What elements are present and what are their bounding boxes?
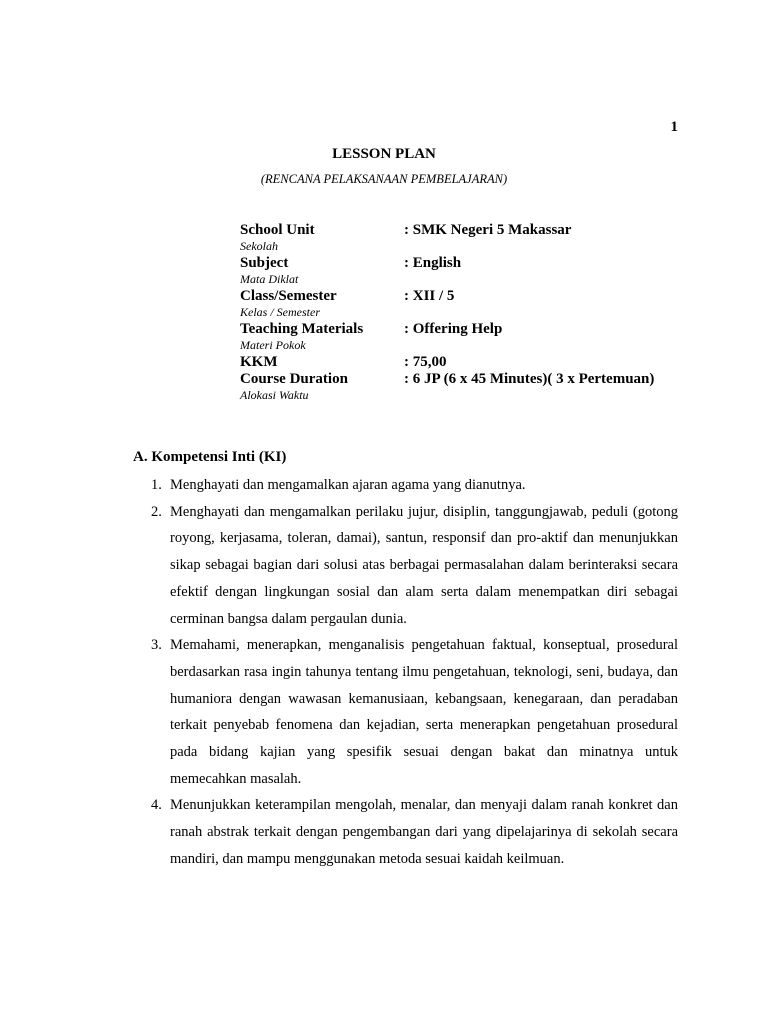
info-row-subject xyxy=(240,255,680,288)
list-item xyxy=(150,632,678,792)
list-item-number: 4. xyxy=(151,797,162,814)
info-label: Course Duration xyxy=(240,371,348,387)
info-value: : SMK Negeri 5 Makassar xyxy=(404,222,572,238)
info-value: : English xyxy=(404,255,462,271)
lesson-info-table xyxy=(240,222,680,404)
list-item-number: 2. xyxy=(151,503,162,520)
info-value: : XII / 5 xyxy=(404,288,455,304)
list-item xyxy=(150,472,678,499)
info-label: Class/Semester xyxy=(240,288,337,304)
info-value: : 75,00 xyxy=(404,354,447,370)
list-item-text: Menghayati dan mengamalkan ajaran agama yang dianutnya. xyxy=(170,477,526,493)
list-item xyxy=(150,792,678,872)
info-row-kkm xyxy=(240,354,680,371)
info-sub-label: Alokasi Waktu xyxy=(240,388,309,402)
list-item xyxy=(150,499,678,633)
info-sub-label: Sekolah xyxy=(240,239,278,253)
list-item-text: Memahami, menerapkan, menganalisis pengetahuan faktual, konseptual, prosedural berdasarkan rasa ingin tahunya tentang ilmu pengetahuan, teknologi, seni, budaya, dan humaniora dengan wawasan kemanusiaan, kebangsaan, kenegaraan, dan peradaban terkait penyebab fenomena dan kejadian, serta menerapkan pengetahuan prosedural pada bidang kajian yang spesifik sesuai dengan bakat dan minatnya untuk memecahkan masalah. xyxy=(170,637,678,787)
document-title: LESSON PLAN xyxy=(332,146,436,162)
list-item-text: Menghayati dan mengamalkan perilaku jujur, disiplin, tanggungjawab, peduli (gotong royong, kerjasama, toleran, damai), santun, responsif dan pro-aktif dan menunjukkan sikap sebagai bagian dari solusi atas berbagai permasalahan dalam berinteraksi secara efektif dengan lingkungan sosial dan alam serta dalam menempatkan diri sebagai cerminan bangsa dalam pergaulan dunia. xyxy=(170,503,678,627)
info-value: : 6 JP (6 x 45 Minutes)( 3 x Pertemuan) xyxy=(404,371,655,387)
document-subtitle: (RENCANA PELAKSANAAN PEMBELAJARAN) xyxy=(260,172,508,186)
info-sub-label: Kelas / Semester xyxy=(240,305,320,319)
info-row-course-duration xyxy=(240,371,680,404)
info-label: School Unit xyxy=(240,222,315,238)
list-item-text: Menunjukkan keterampilan mengolah, menalar, dan menyaji dalam ranah konkret dan ranah abstrak terkait dengan pengembangan dari yang dipelajarinya di sekolah secara mandiri, dan mampu menggunakan metoda sesuai kaidah keilmuan. xyxy=(170,797,678,867)
list-item-number: 1. xyxy=(151,477,162,493)
page-number: 1 xyxy=(670,119,678,135)
section-heading-ki: A. Kompetensi Inti (KI) xyxy=(133,449,287,465)
kompetensi-inti-list xyxy=(150,472,678,873)
info-label: Subject xyxy=(240,255,289,271)
info-row-school-unit xyxy=(240,222,680,255)
info-row-teaching-materials xyxy=(240,321,680,354)
info-value: : Offering Help xyxy=(404,321,503,337)
list-item-number: 3. xyxy=(151,637,162,654)
info-row-class-semester xyxy=(240,288,680,321)
info-sub-label: Mata Diklat xyxy=(240,272,299,286)
info-sub-label: Materi Pokok xyxy=(240,338,306,352)
info-label: Teaching Materials xyxy=(240,321,364,337)
info-label: KKM xyxy=(240,354,278,370)
